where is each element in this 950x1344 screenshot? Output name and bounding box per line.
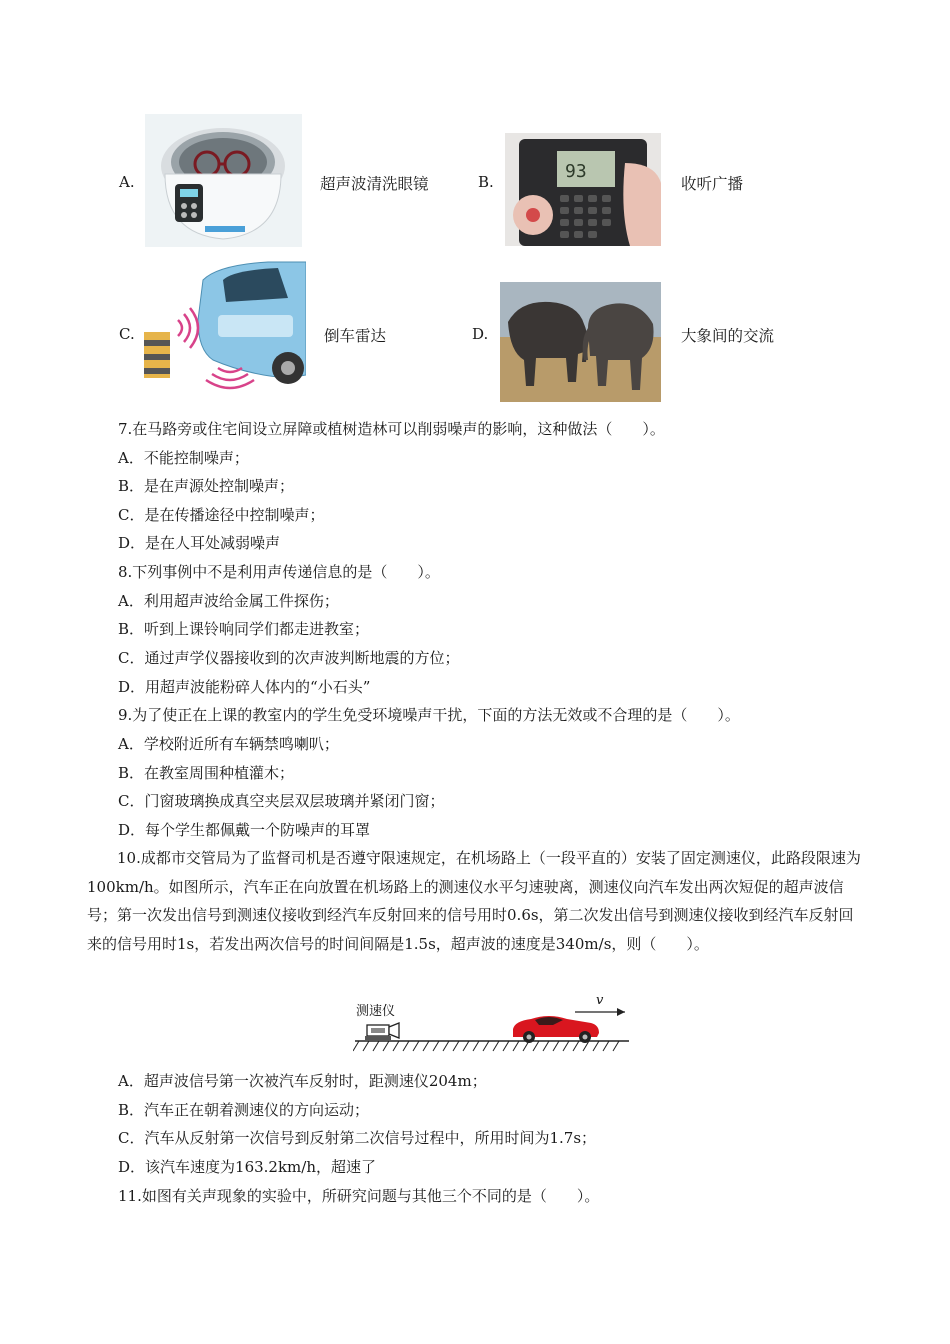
q9-option-c: C．门窗玻璃换成真空夹层双层玻璃并紧闭门窗； bbox=[118, 792, 445, 810]
q7-option-b: B．是在声源处控制噪声； bbox=[118, 477, 295, 495]
elephants-image bbox=[500, 282, 661, 402]
speed-camera-figure bbox=[353, 993, 633, 1059]
q10-option-d: D．该汽车速度为163.2km/h，超速了 bbox=[118, 1158, 376, 1176]
q10-stem: 10.成都市交管局为了监督司机是否遵守限速规定，在机场路上（一段平直的）安装了固定测速仪，此路段限速为100km/h。如图所示，汽车正在向放置在机场路上的测速仪水平匀速驶离，测速仪向汽车发出两次短促的超声波信号；第一次发出信号到测速仪接收到经汽车反射回来的信号用时0.6s，第二次发出信号到测速仪接收到经汽车反射回来的信号用时1s，若发出两次信号的时间间隔是1.5s，超声波的速度是340m/s，则（ ）。 bbox=[87, 849, 861, 953]
option-a-letter: A. bbox=[119, 173, 135, 191]
reversing-radar-image bbox=[138, 260, 306, 398]
q9-option-a: A．学校附近所有车辆禁鸣喇叭； bbox=[118, 735, 339, 753]
option-b-letter: B. bbox=[478, 173, 494, 191]
option-a-caption: 超声波清洗眼镜 bbox=[320, 175, 429, 193]
option-b-caption: 收听广播 bbox=[681, 175, 744, 193]
q8-option-d: D．用超声波能粉碎人体内的“小石头” bbox=[118, 678, 371, 696]
q10-stem-paragraph bbox=[87, 844, 865, 958]
velocity-label: v bbox=[596, 993, 604, 1008]
q8-option-b: B．听到上课铃响同学们都走进教室； bbox=[118, 620, 370, 638]
q11-stem: 11.如图有关声现象的实验中，所研究问题与其他三个不同的是（ ）。 bbox=[118, 1187, 600, 1205]
q9-stem: 9.为了使正在上课的教室内的学生免受环境噪声干扰，下面的方法无效或不合理的是（ ）。 bbox=[118, 706, 740, 724]
ultrasonic-cleaner-image bbox=[145, 114, 302, 247]
radio-display-text: 93 bbox=[565, 161, 587, 182]
q8-stem: 8.下列事例中不是利用声传递信息的是（ ）。 bbox=[118, 563, 440, 581]
q9-option-d: D．每个学生都佩戴一个防噪声的耳罩 bbox=[118, 821, 371, 839]
option-d-letter: D. bbox=[472, 325, 489, 343]
option-c-letter: C. bbox=[119, 325, 135, 343]
option-d-caption: 大象间的交流 bbox=[681, 327, 775, 345]
q9-option-b: B．在教室周围种植灌木； bbox=[118, 764, 295, 782]
q7-option-a: A．不能控制噪声； bbox=[118, 449, 249, 467]
q7-option-d: D．是在人耳处减弱噪声 bbox=[118, 534, 281, 552]
option-c-caption: 倒车雷达 bbox=[324, 327, 387, 345]
q8-option-c: C．通过声学仪器接收到的次声波判断地震的方位； bbox=[118, 649, 460, 667]
speed-camera-label: 测速仪 bbox=[356, 1004, 396, 1019]
q8-option-a: A．利用超声波给金属工件探伤； bbox=[118, 592, 339, 610]
q10-option-b: B．汽车正在朝着测速仪的方向运动； bbox=[118, 1101, 370, 1119]
q7-option-c: C．是在传播途径中控制噪声； bbox=[118, 506, 325, 524]
q10-option-c: C．汽车从反射第一次信号到反射第二次信号过程中，所用时间为1.7s； bbox=[118, 1129, 597, 1147]
q7-stem: 7.在马路旁或住宅间设立屏障或植树造林可以削弱噪声的影响，这种做法（ ）。 bbox=[118, 420, 665, 438]
q10-option-a: A．超声波信号第一次被汽车反射时，距测速仪204m； bbox=[118, 1072, 487, 1090]
radio-image bbox=[505, 133, 661, 246]
